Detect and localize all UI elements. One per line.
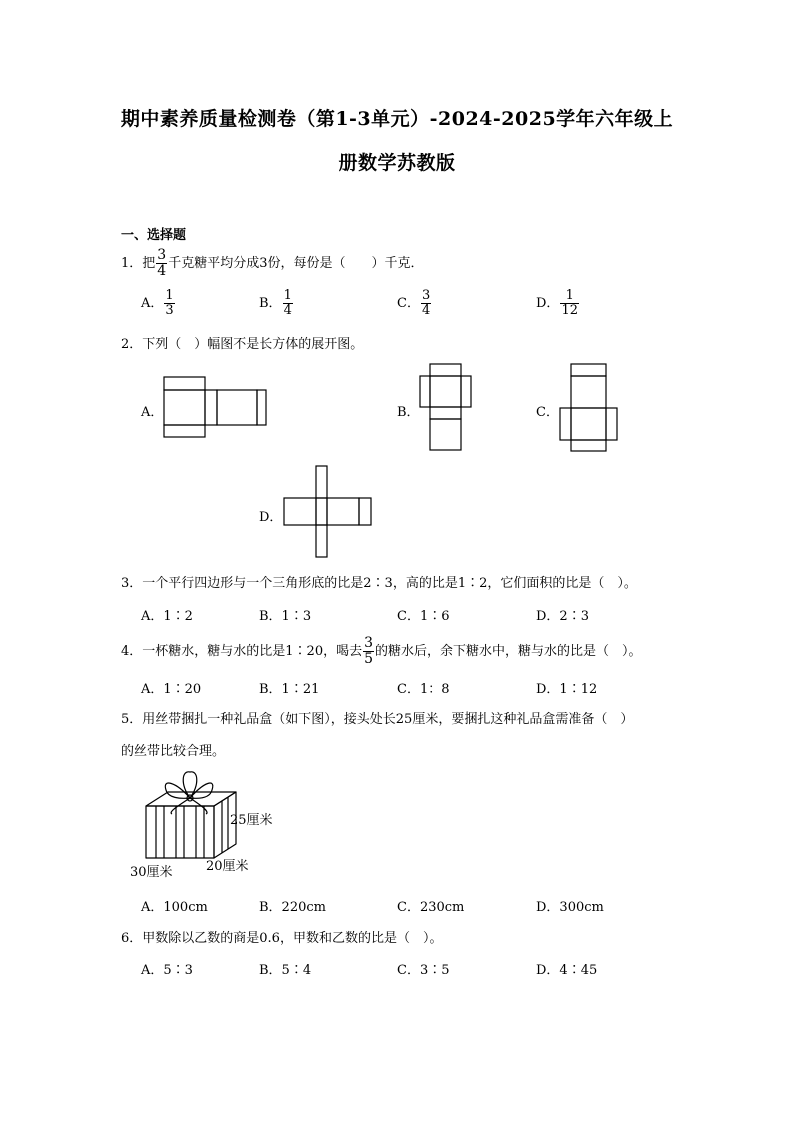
option-b[interactable]: B．5∶4 bbox=[259, 963, 312, 978]
fraction-denominator: 5 bbox=[364, 651, 374, 667]
fraction-denominator: 4 bbox=[157, 263, 167, 279]
question-text: 的糖水后，余下糖水中，糖与水的比是（ ）。 bbox=[375, 644, 642, 659]
option-a[interactable]: A．5∶3 bbox=[141, 963, 193, 978]
length-label: 30厘米 bbox=[130, 865, 173, 880]
fraction-numerator: 1 bbox=[283, 288, 292, 303]
option-d[interactable]: D．300cm bbox=[536, 900, 604, 915]
option-b[interactable]: B．1∶21 bbox=[259, 682, 320, 697]
fraction-numerator: 3 bbox=[364, 635, 374, 651]
section-heading: 一、选择题 bbox=[121, 228, 187, 243]
page-title-line2: 册数学苏教版 bbox=[338, 152, 456, 174]
question-3: 3．一个平行四边形与一个三角形底的比是2∶3，高的比是1∶2，它们面积的比是（ ）。 bbox=[121, 576, 637, 591]
option-c[interactable]: C． bbox=[536, 405, 559, 420]
fraction-numerator: 1 bbox=[565, 288, 574, 303]
width-label: 20厘米 bbox=[206, 859, 249, 874]
fraction-denominator: 3 bbox=[165, 303, 174, 318]
question-5-line2: 的丝带比较合理。 bbox=[121, 744, 226, 759]
question-2: 2．下列（ ）幅图不是长方体的展开图。 bbox=[121, 337, 364, 352]
height-label: 25厘米 bbox=[230, 813, 273, 828]
option-label: B． bbox=[259, 296, 282, 311]
question-text: 千克糖平均分成3份，每份是（ ）千克． bbox=[168, 256, 424, 271]
option-d[interactable]: D．2∶3 bbox=[536, 609, 589, 624]
option-c[interactable]: C．1：8 bbox=[397, 682, 450, 697]
option-d[interactable]: D．1∶12 bbox=[536, 682, 598, 697]
option-a[interactable]: A．100cm bbox=[141, 900, 208, 915]
fraction-denominator: 4 bbox=[283, 303, 292, 318]
option-d[interactable]: D．4∶45 bbox=[536, 963, 598, 978]
option-b[interactable]: B．1∶3 bbox=[259, 609, 312, 624]
option-b[interactable]: B． bbox=[397, 405, 420, 420]
option-a[interactable]: A．1∶2 bbox=[141, 609, 193, 624]
option-label: D． bbox=[536, 296, 560, 311]
option-d[interactable]: D． bbox=[259, 510, 283, 525]
option-a[interactable]: A． bbox=[141, 405, 164, 420]
fraction-denominator: 12 bbox=[561, 303, 578, 318]
question-text: 4．一杯糖水，糖与水的比是1∶20，喝去 bbox=[121, 644, 363, 659]
fraction-numerator: 1 bbox=[165, 288, 174, 303]
option-b[interactable]: B．220cm bbox=[259, 900, 326, 915]
option-label: C． bbox=[397, 296, 420, 311]
question-6: 6．甲数除以乙数的商是0.6，甲数和乙数的比是（ ）。 bbox=[121, 931, 443, 946]
fraction-numerator: 3 bbox=[157, 247, 167, 263]
option-c[interactable]: C．230cm bbox=[397, 900, 465, 915]
option-c[interactable]: C．3∶5 bbox=[397, 963, 450, 978]
page-title: 期中素养质量检测卷（第1-3单元）-2024-2025学年六年级上 bbox=[120, 108, 674, 130]
fraction-denominator: 4 bbox=[421, 303, 431, 318]
option-c[interactable]: C．1∶6 bbox=[397, 609, 450, 624]
option-label: A． bbox=[141, 296, 164, 311]
question-text: 把 bbox=[142, 256, 156, 271]
question-5: 5．用丝带捆扎一种礼品盒（如下图），接头处长25厘米，要捆扎这种礼品盒需准备（ ） bbox=[121, 712, 634, 727]
question-number: 1． bbox=[121, 256, 143, 271]
option-a[interactable]: A．1∶20 bbox=[141, 682, 202, 697]
fraction-numerator: 3 bbox=[421, 288, 431, 303]
